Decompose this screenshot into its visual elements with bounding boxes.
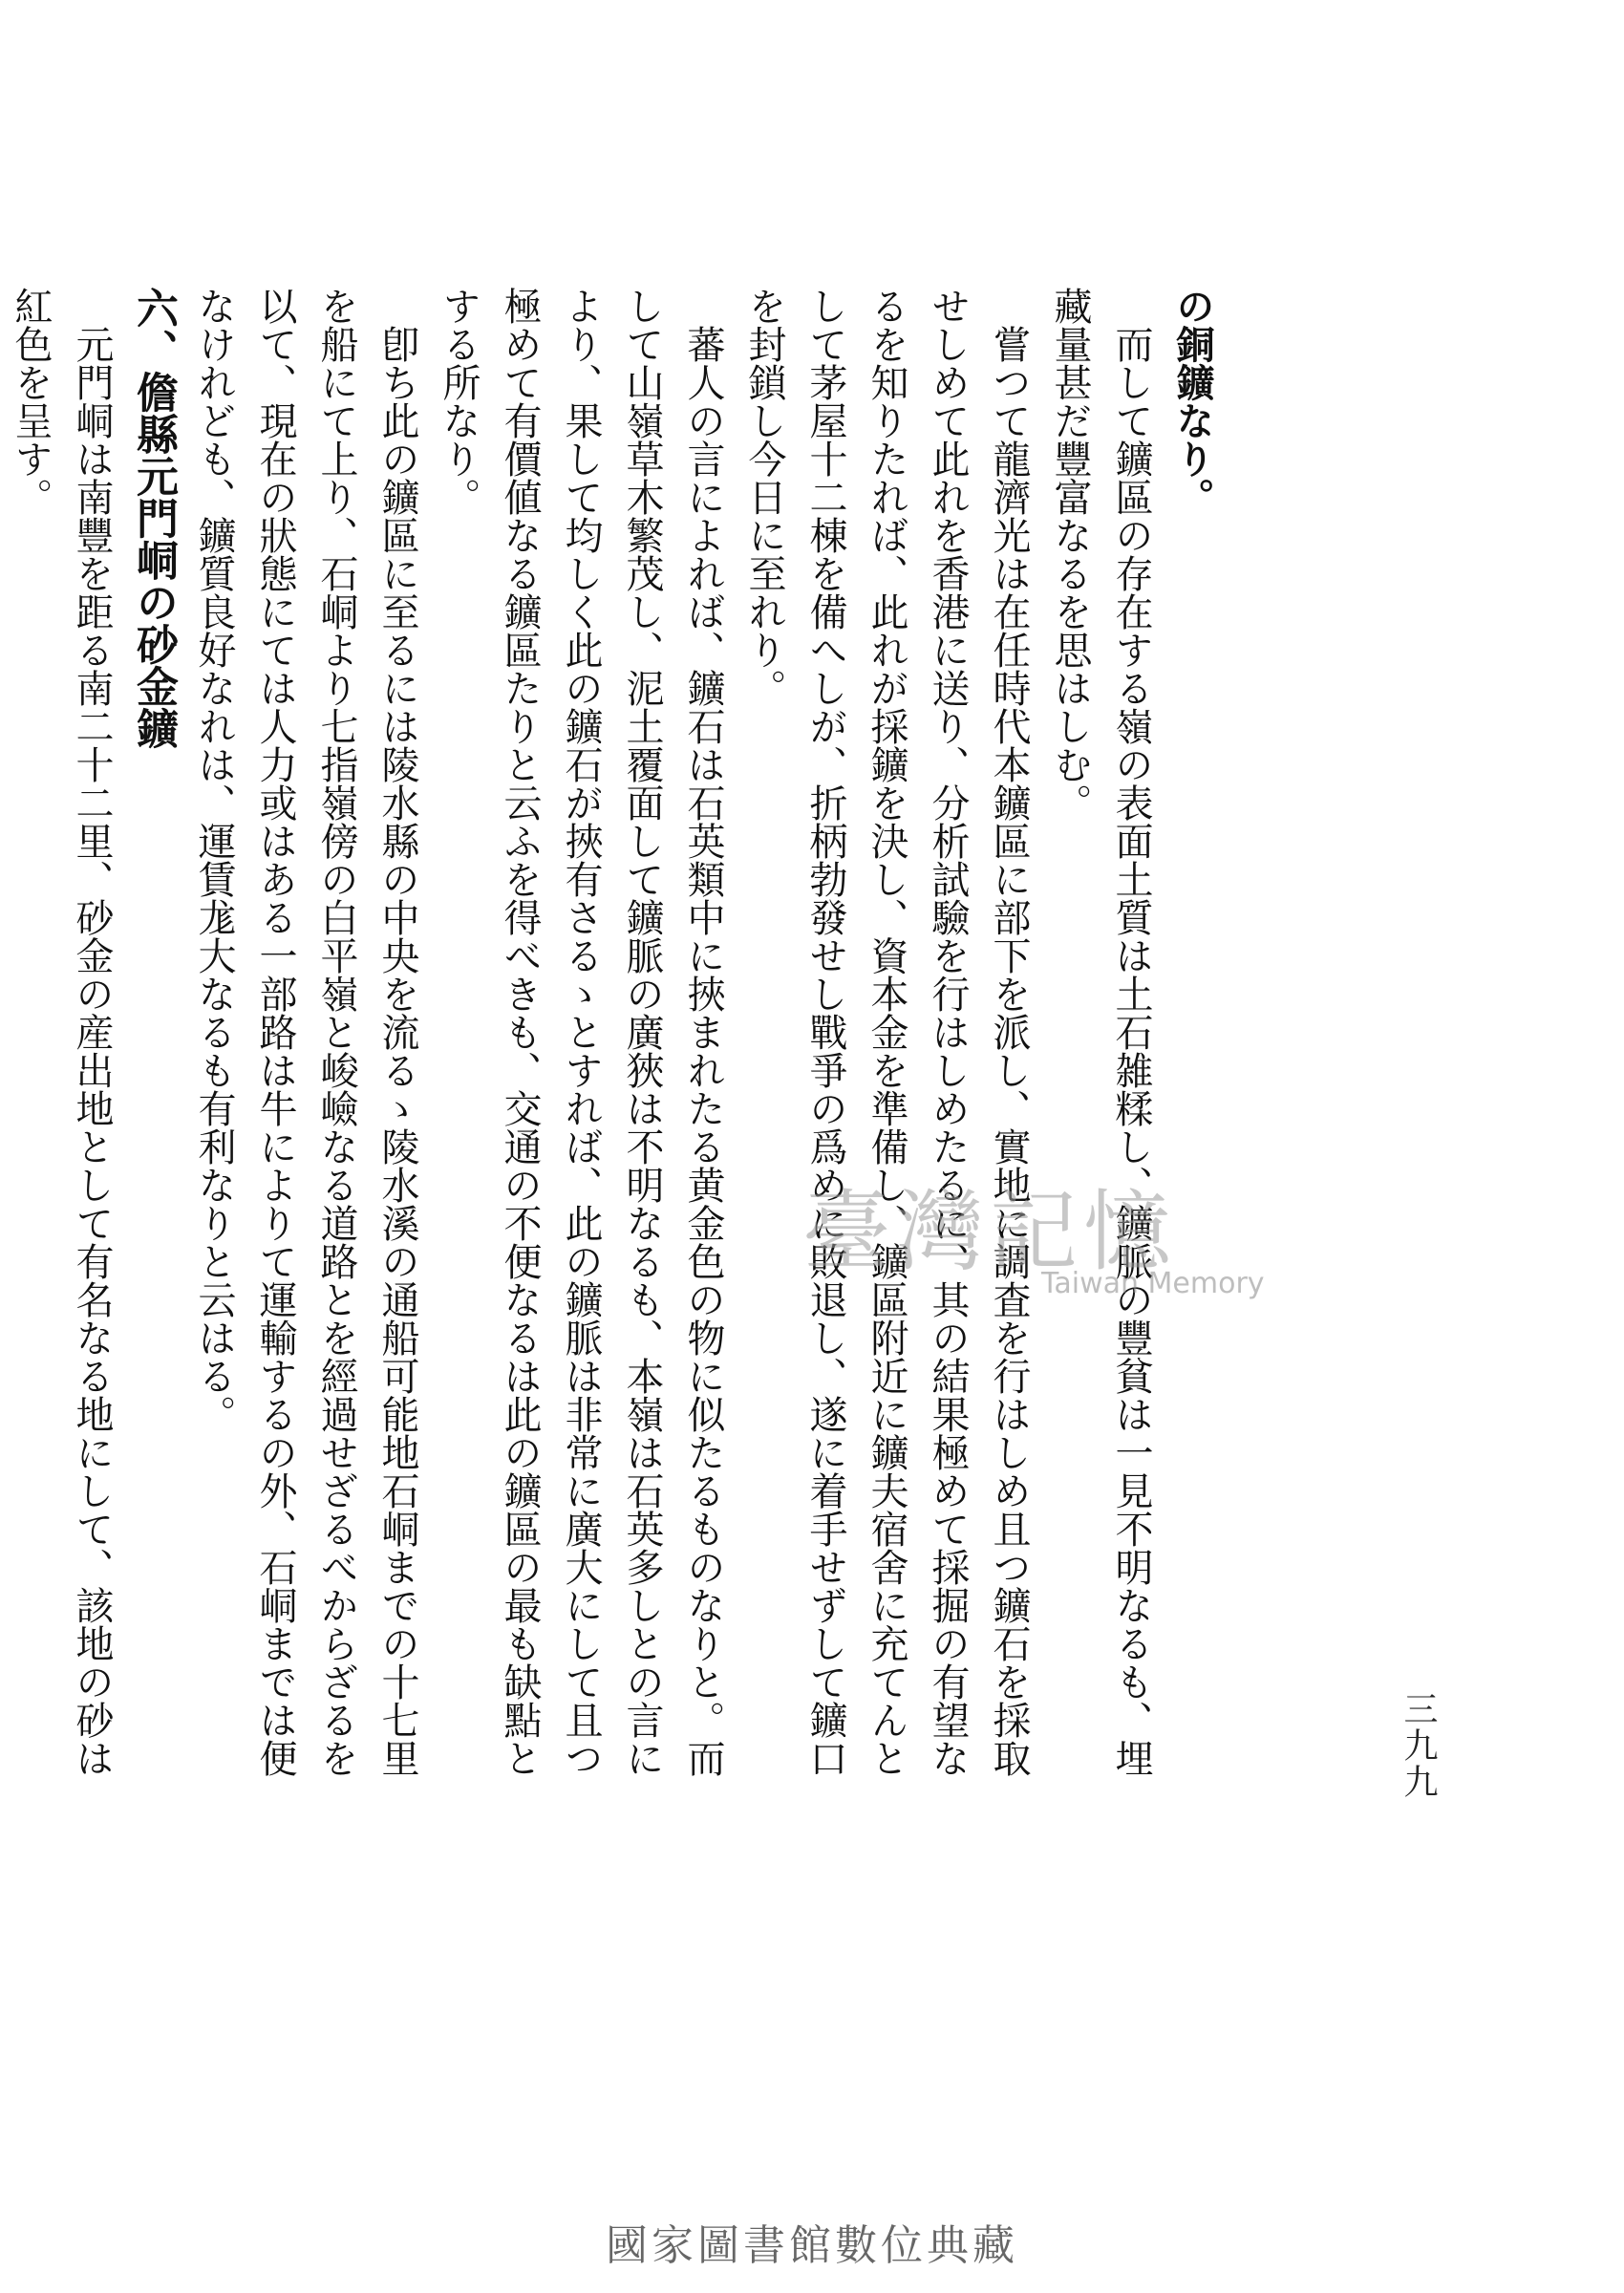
- section-heading: 六、儋縣元門峒の砂金鑛: [129, 287, 178, 749]
- paragraph-yuanmen-location: 元門峒は南豐を距る南二十二里、砂金の産出地として有名なる地にして、該地の砂は紅色を呈す。: [9, 287, 114, 1777]
- paragraph-native-account: 蕃人の言によれば、鑛石は石英類中に挾まれたる黄金色の物に似たるものなりと。而して山嶺草木繁茂し、泥土覆面して鑛脈の廣狹は不明なるも、本嶺は石英多しとの言により、果して均しく此の鑛石が挾有さるゝとすれば、此の鑛脈は非常に廣大にして且つ極めて有價値なる鑛區たりと云ふを得べきも、交通の不便なるは此の鑛區の最も缺點とする所なり。: [437, 287, 725, 1777]
- footer-library-credit: 國家圖書館數位典藏: [606, 2221, 1018, 2270]
- paragraph-transport-route: 卽ち此の鑛區に至るには陵水縣の中央を流るゝ陵水溪の通船可能地石峒までの十七里を船にて上り、石峒より七指嶺傍の白平嶺と峻嶮なる道路とを經過せざるべからざるを以て、現在の狀態にては人力或はある一部路は牛によりて運輸するの外、石峒までは便なけれども、鑛質良好なれは、運賃尨大なるも有利なりと云はる。: [192, 287, 419, 1777]
- watermark-chinese-text: 臺灣記憶: [802, 1181, 1178, 1283]
- paragraph-long-jiguang-survey: 嘗つて龍濟光は在任時代本鑛區に部下を派し、實地に調査を行はしめ且つ鑛石を採取せしめて此れを香港に送り、分析試驗を行はしめたるに、其の結果極めて採掘の有望なるを知りたれば、此れが採鑛を決し、資本金を準備し、鑛區附近に鑛夫宿舍に充てんとして茅屋十二棟を備へしが、折柄勃發せし戰爭の爲めに敗退し、遂に着手せずして鑛口を封鎖し今日に至れり。: [742, 287, 1031, 1777]
- watermark-english-text: Taiwan Memory: [1041, 1267, 1265, 1300]
- page-number: 三九九: [1399, 1691, 1438, 1800]
- body-text: [9, 287, 1223, 1777]
- paragraph-ore-deposit: 而して鑛區の存在する嶺の表面土質は土石雑糅し、鑛脈の豐貧は一見不明なるも、埋藏量甚だ豐富なるを思はしむ。: [1048, 287, 1153, 1777]
- paragraph-continuation: の銅鑛なり。: [1170, 287, 1215, 516]
